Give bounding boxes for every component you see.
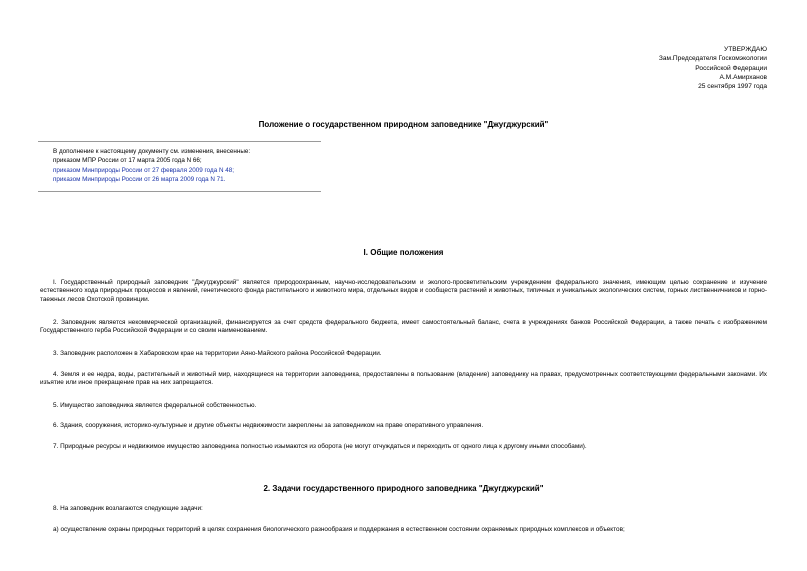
section-heading: 2. Задачи государственного природного заповедника "Джугджурский" <box>263 484 544 493</box>
approval-organization: Российской Федерации <box>695 64 767 72</box>
paragraph: I. Государственный природный заповедник "Джугджурский" является природоохранным, научно-исследовательским и эколого-просветительским учреждением федерального значения, имеющим целью сохранение и изучение естественного хода природных процессов и явлений, генетического фонда растительного и животного мира, отдельных видов и сообществ растений и животных, типичных и уникальных экологических систем, горных лиственничников и горно-таежных лесов Охотской провинции. <box>40 279 767 303</box>
approval-heading: УТВЕРЖДАЮ <box>724 46 767 53</box>
paragraph: 6. Здания, сооружения, историко-культурные и другие объекты недвижимости закреплены за заповедником на праве оперативного управления. <box>53 422 484 429</box>
paragraph: 7. Природные ресурсы и недвижимое имущество заповедника полностью изымаются из оборота (не могут отчуждаться и переходить от одного лица к другому иными способами). <box>53 443 587 450</box>
document-title: Положение о государственном природном заповеднике "Джугджурский" <box>258 120 549 129</box>
paragraph: 4. Земля и ее недра, воды, растительный и животный мир, находящиеся на территории заповедника, предоставлены в пользование (владение) заповеднику на правах, предусмотренных соответствующими федеральными законами. Их изъятие или иное прекращение прав на них запрещается. <box>40 371 767 387</box>
section-heading: I. Общие положения <box>363 248 444 257</box>
approval-block <box>659 45 767 92</box>
approval-date: 25 сентября 1997 года <box>698 83 767 91</box>
amendment-link[interactable]: приказом Минприроды России от 26 марта 2009 года N 71. <box>53 175 226 183</box>
paragraph: 5. Имущество заповедника является федеральной собственностью. <box>53 402 257 409</box>
paragraph: а) осуществление охраны природных территорий в целях сохранения биологического разнообразия и поддержания в естественном состоянии охраняемых природных комплексов и объектов; <box>53 526 625 533</box>
paragraph: 2. Заповедник является некоммерческой организацией, финансируется за счет средств федерального бюджета, имеет самостоятельный баланс, счета в учреждениях банков Российской Федерации, а также печать с изображением Государственного герба Российской Федерации и со своим наименованием. <box>40 319 767 335</box>
paragraph: 8. На заповедник возлагаются следующие задачи: <box>53 505 203 512</box>
paragraph: 3. Заповедник расположен в Хабаровском крае на территории Аяно-Майского района Российской Федерации. <box>53 350 382 357</box>
amendment-link[interactable]: приказом Минприроды России от 27 февраля 2009 года N 48; <box>53 166 235 174</box>
amendments-intro: В дополнение к настоящему документу см. изменения, внесенные: <box>53 148 251 155</box>
approval-position: Зам.Председателя Госкомэкологии <box>658 55 767 63</box>
approval-signatory: А.М.Амирханов <box>719 74 767 82</box>
amendment-item: приказом МПР России от 17 марта 2005 года N 66; <box>53 157 202 165</box>
amendments-note <box>38 141 321 192</box>
